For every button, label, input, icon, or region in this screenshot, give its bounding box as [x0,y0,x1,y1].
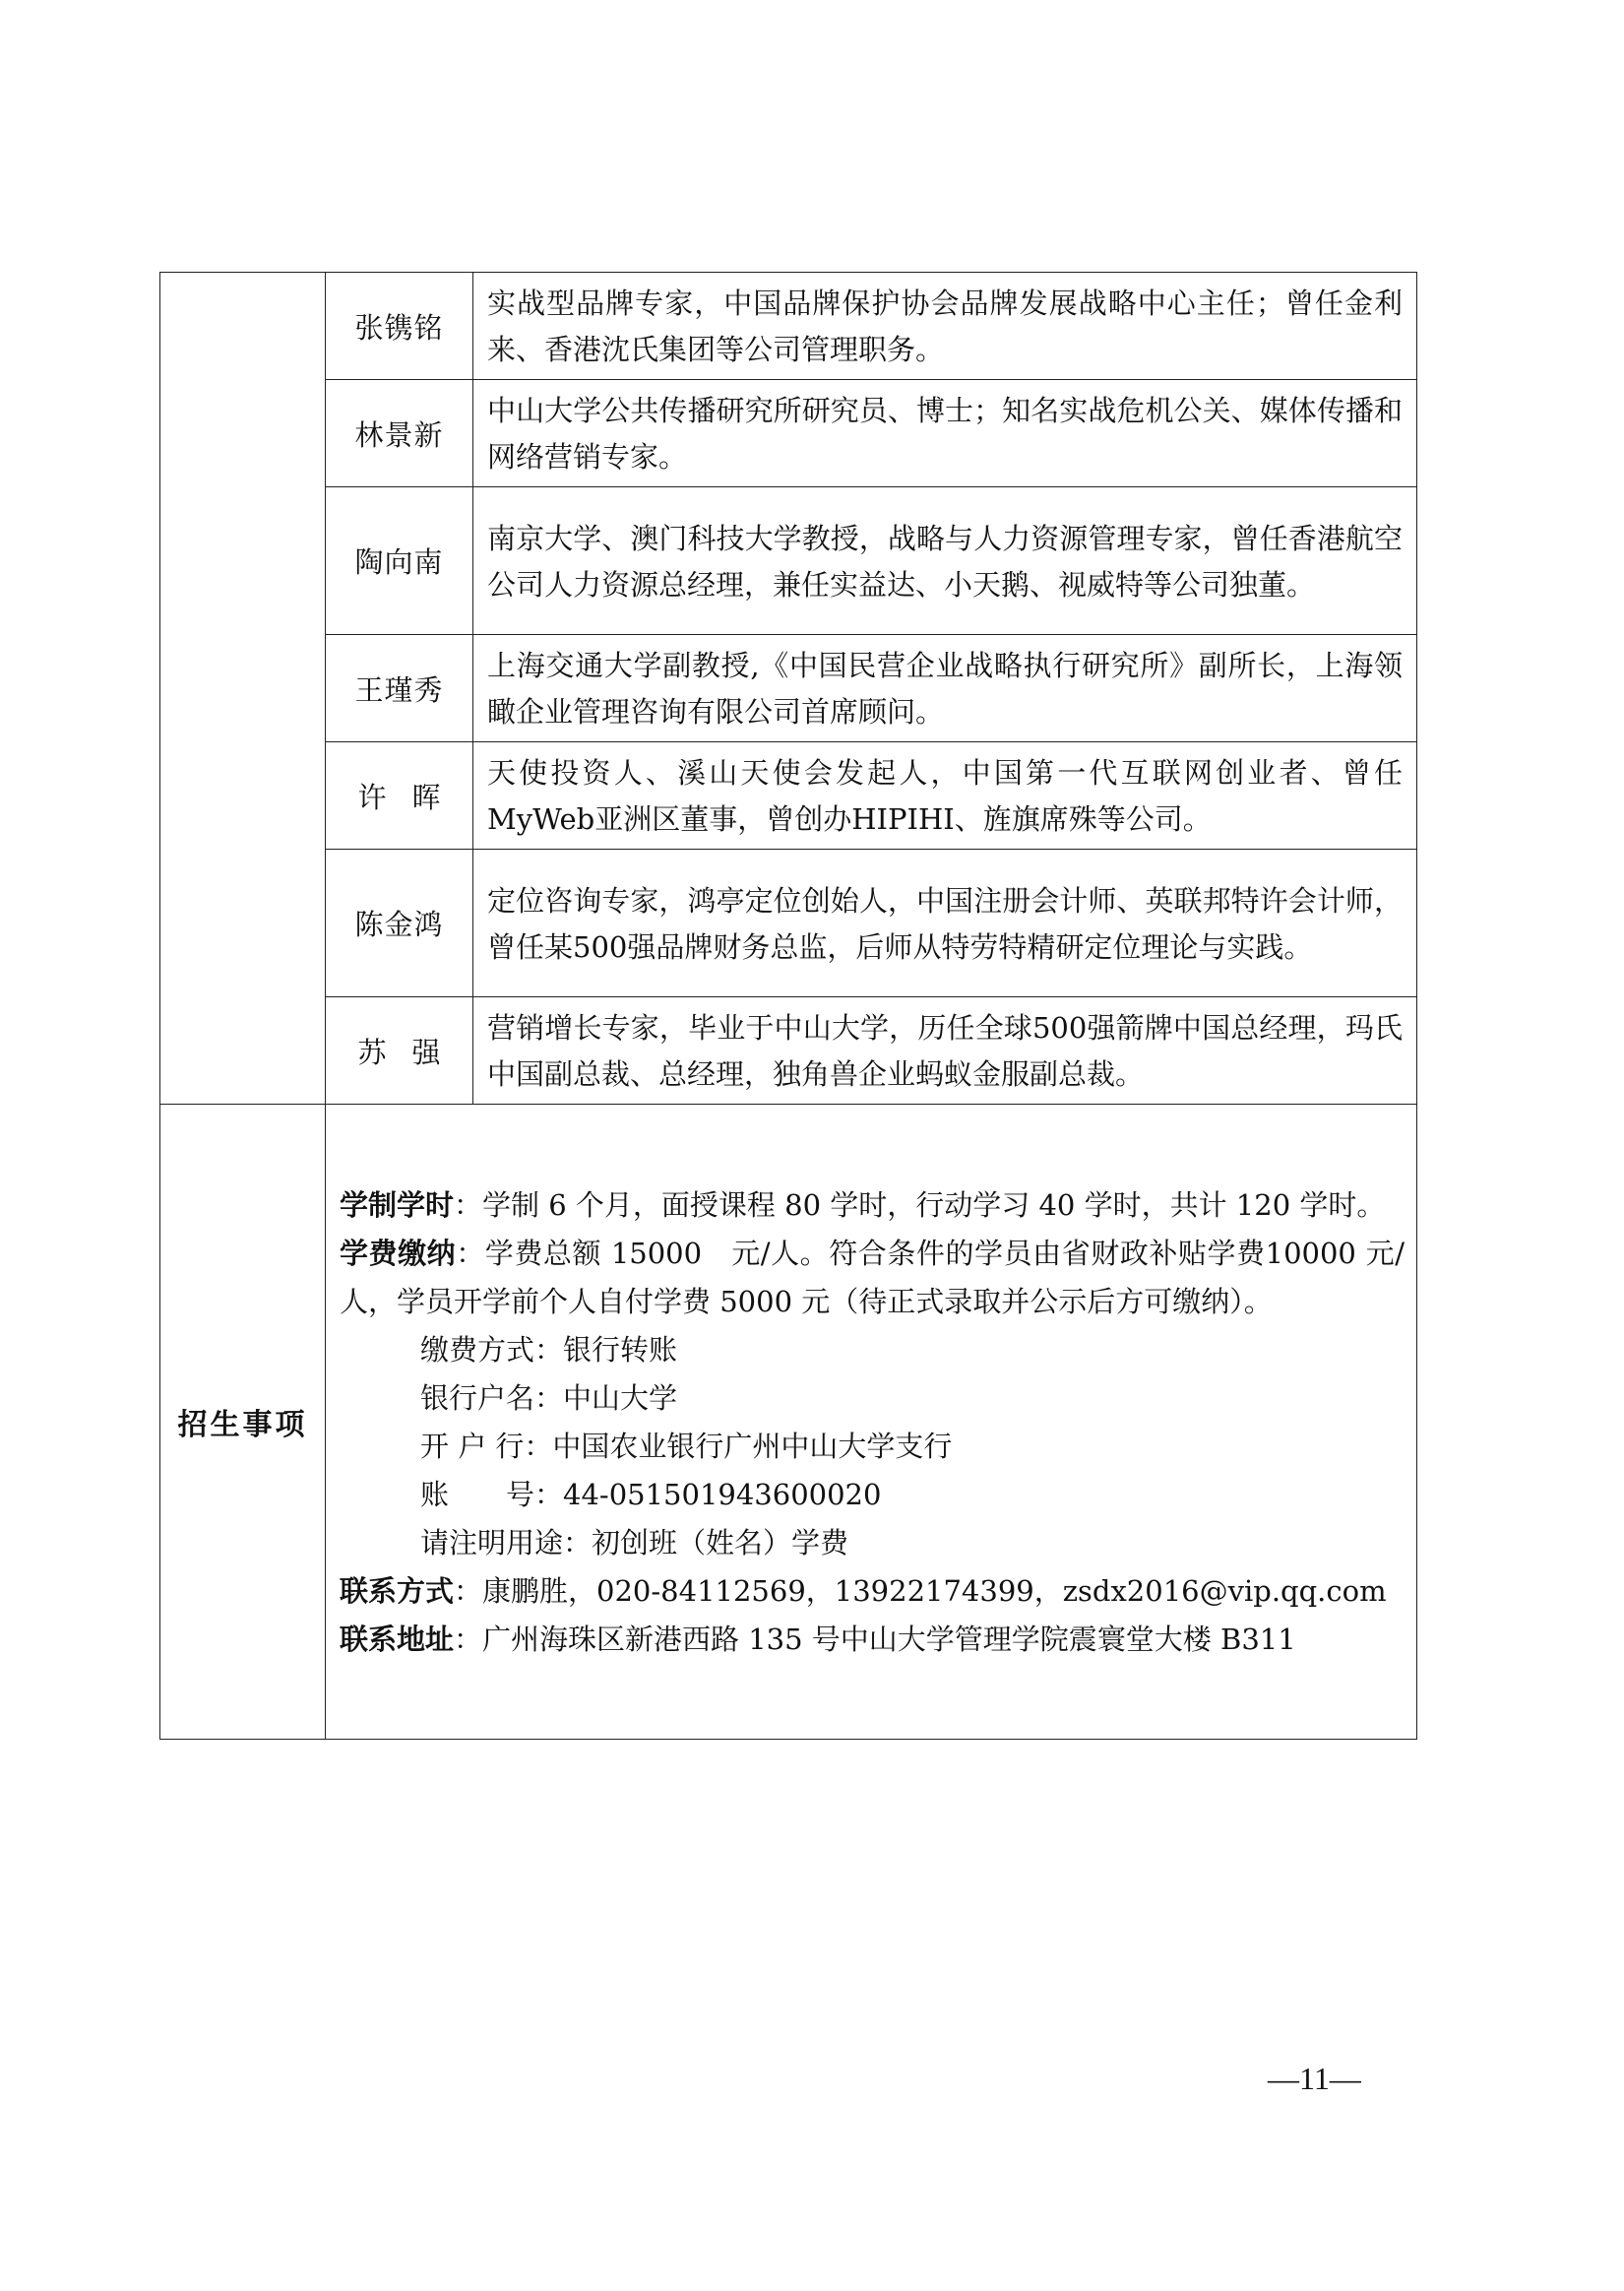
faculty-name: 苏强 [326,997,473,1105]
faculty-name: 王瑾秀 [326,635,473,742]
faculty-row [160,997,1417,1105]
faculty-name: 许晖 [326,742,473,850]
faculty-name: 陈金鸿 [326,850,473,997]
account-name: 银行户名：中山大学 [420,1381,678,1415]
page-number: —11— [1268,2061,1361,2096]
faculty-name: 林景新 [326,380,473,487]
faculty-description: 上海交通大学副教授,《中国民营企业战略执行研究所》副所长，上海领瞰企业管理咨询有限公司首席顾问。 [473,635,1417,742]
faculty-description: 营销增长专家，毕业于中山大学，历任全球500强箭牌中国总经理，玛氏中国副总裁、总经理，独角兽企业蚂蚁金服副总裁。 [473,997,1417,1105]
schedule-text: ：学制 6 个月，面授课程 80 学时，行动学习 40 学时，共计 120 学时。 [454,1188,1386,1222]
account-number: 账 号：44-051501943600020 [420,1478,882,1511]
enrollment-section-label: 招生事项 [160,1105,326,1740]
contact-paragraph [340,1567,1405,1616]
faculty-description: 南京大学、澳门科技大学教授，战略与人力资源管理专家，曾任香港航空公司人力资源总经理，兼任实益达、小天鹅、视威特等公司独董。 [473,487,1417,635]
faculty-row [160,273,1417,380]
faculty-name: 张镌铭 [326,273,473,380]
address-label: 联系地址 [340,1623,455,1656]
payment-method: 缴费方式：银行转账 [420,1333,678,1367]
address-text: ：广州海珠区新港西路 135 号中山大学管理学院震寰堂大楼 B311 [454,1623,1296,1656]
payment-remark: 请注明用途：初创班（姓名）学费 [420,1526,849,1559]
faculty-enrollment-table [159,272,1417,1740]
faculty-row [160,487,1417,635]
schedule-label: 学制学时 [340,1188,455,1222]
faculty-row [160,380,1417,487]
fee-text: ：学费总额 15000 元/人。符合条件的学员由省财政补贴学费10000 元/人，学员开学前个人自付学费 5000 元（待正式录取并公示后方可缴纳）。 [340,1237,1405,1318]
faculty-description: 实战型品牌专家，中国品牌保护协会品牌发展战略中心主任；曾任金利来、香港沈氏集团等公司管理职务。 [473,273,1417,380]
contact-text: ：康鹏胜，020-84112569，13922174399，zsdx2016@vip.qq.com [454,1574,1387,1608]
schedule-paragraph [340,1181,1405,1230]
faculty-description: 天使投资人、溪山天使会发起人，中国第一代互联网创业者、曾任MyWeb亚洲区董事，曾创办HIPIHI、旌旗席殊等公司。 [473,742,1417,850]
faculty-description: 定位咨询专家，鸿亭定位创始人，中国注册会计师、英联邦特许会计师，曾任某500强品牌财务总监，后师从特劳特精研定位理论与实践。 [473,850,1417,997]
enrollment-row [160,1105,1417,1740]
faculty-name: 陶向南 [326,487,473,635]
faculty-section-cell [160,273,326,1105]
address-paragraph [340,1616,1405,1664]
contact-label: 联系方式 [340,1574,455,1608]
enrollment-details [326,1105,1417,1740]
fee-label: 学费缴纳 [340,1237,457,1270]
fee-paragraph [340,1230,1405,1326]
faculty-description: 中山大学公共传播研究所研究员、博士；知名实战危机公关、媒体传播和网络营销专家。 [473,380,1417,487]
bank-name: 开 户 行：中国农业银行广州中山大学支行 [420,1430,953,1463]
faculty-row [160,635,1417,742]
faculty-row [160,850,1417,997]
faculty-row [160,742,1417,850]
